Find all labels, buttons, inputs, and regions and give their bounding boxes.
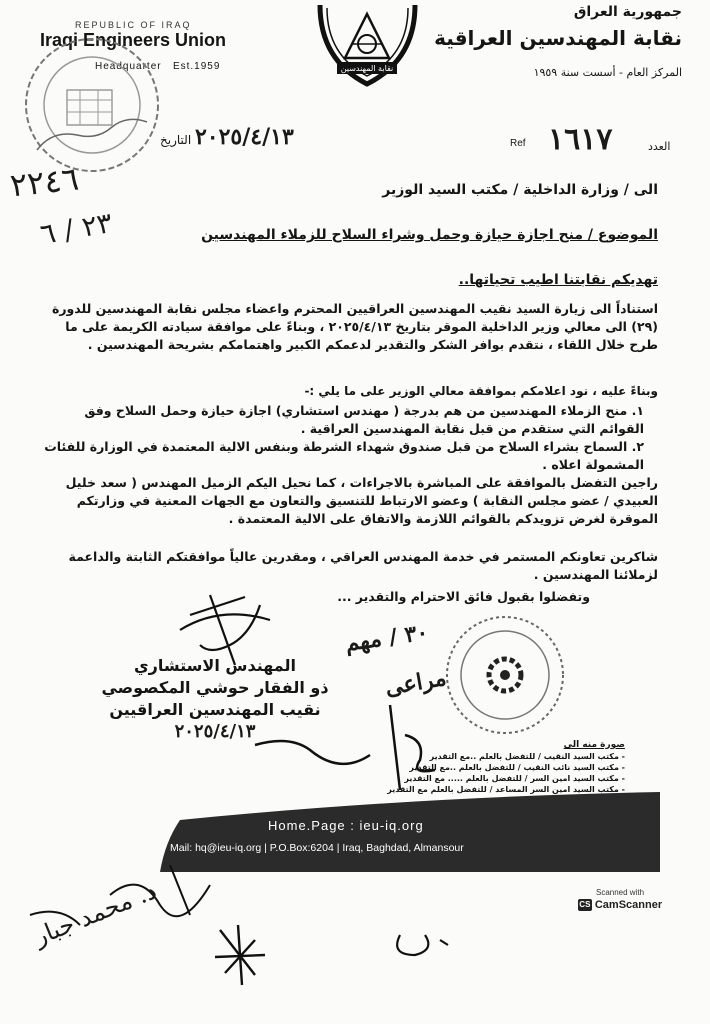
homepage-text: Home.Page : ieu-iq.org bbox=[268, 818, 424, 833]
number-label: العدد bbox=[648, 140, 671, 153]
camscanner-icon: CS bbox=[579, 900, 591, 909]
handwritten-code: ٢٢٤٦ bbox=[8, 159, 81, 205]
greeting: تهديكم نقابتنا اطيب تحياتها.. bbox=[458, 272, 658, 288]
list-item-2: ٢. السماح بشراء السلاح من قبل صندوق شهداء الشرطة وبنفس الالية المعتمدة في الوزارة للفئات المشمولة اعلاه . bbox=[44, 439, 644, 472]
bottom-signer-name: د. محمد جبار bbox=[30, 876, 161, 951]
cc-line: - مكتب السيد النقيب / للتفضل بالعلم ..مع التقدير bbox=[429, 752, 625, 761]
republic-en: REPUBLIC OF IRAQ bbox=[75, 20, 192, 30]
thanks: شاكرين تعاونكم المستمر في خدمة المهندس العراقي ، ومقدرين عالياً موافقتكم الثابتة والداعمة لزملائنا المهندسين . bbox=[68, 549, 658, 582]
paragraph-3: راجين التفضل بالموافقة على المباشرة بالاجراءات ، كما نحيل اليكم الزميل المهندس ( سعد خليل العبيدي / عضو مجلس النقابة ) وعضو الارتباط للتنسيق والتعاون مع الجهات المعنية في وزارتكم الموقرة لغرض تزويدكم بالقوائم اللازمة والاتفاق على الالية المعتمدة . bbox=[65, 475, 658, 526]
subject: الموضوع / منح اجازة حيازة وحمل وشراء السلاح للزملاء المهندسين bbox=[201, 227, 658, 243]
headquarter-ar: المركز العام - أسست سنة ١٩٥٩ bbox=[533, 66, 682, 79]
union-name-en: Iraqi Engineers Union bbox=[40, 30, 227, 50]
handwritten-note-1: ٣٠ / مهم bbox=[343, 619, 430, 657]
paragraph-2: وبناءً عليه ، نود اعلامكم بموافقة معالي الوزير على ما يلي :- bbox=[304, 384, 658, 398]
recipient: الى / وزارة الداخلية / مكتب السيد الوزير bbox=[382, 182, 658, 198]
closing: وتفضلوا بقبول فائق الاحترام والتقدير ... bbox=[337, 589, 590, 604]
republic-ar: جمهورية العراق bbox=[573, 4, 682, 20]
paragraph-1: استناداً الى زيارة السيد نقيب المهندسين العراقيين المحترم واعضاء مجلس نقابة المهندسين للدورة (٢٩) الى معالي وزير الداخلية الموقر بتاريخ ٢٠٢٥/٤/١٣ ، وبناءً على موافقة سيادته الكريمة على ما طرح خلال اللقاء ، نتقدم بوافر الشكر والتقدير لدعمكم الكبير واهتمامكم بشريحة المهندسين . bbox=[51, 301, 658, 352]
contact-text: Mail: hq@ieu-iq.org | P.O.Box:6204 | Iraq, Baghdad, Almansour bbox=[170, 842, 464, 854]
letter-number: ١٦١٧ bbox=[548, 122, 613, 157]
cc-line: - مكتب السيد نائب النقيب / للتفضل بالعلم ..مع التقدير bbox=[409, 763, 625, 772]
signed-date: ٢٠٢٥/٤/١٣ bbox=[174, 721, 256, 742]
headquarter-en: Headquarter Est.1959 bbox=[95, 61, 221, 72]
bottom-handwriting bbox=[20, 865, 680, 1015]
signer-title: المهندس الاستشاري bbox=[133, 656, 297, 675]
cc-heading: صورة منه الى bbox=[563, 740, 625, 750]
date-field: ٢٠٢٥/٤/١٣ التاريخ bbox=[160, 124, 294, 150]
signer-role: نقيب المهندسين العراقيين bbox=[109, 700, 321, 719]
cc-line: - مكتب السيد امين السر / للتفضل بالعلم ..... مع التقدير bbox=[404, 774, 625, 783]
list-item-1: ١. منح الزملاء المهندسين من هم بدرجة ( مهندس استشاري) اجازة حيازة وحمل السلاح وفق القوائم التي ستقدم من قبل نقابة المهندسين العراقية . bbox=[84, 403, 644, 436]
camscanner-label: CamScanner bbox=[594, 899, 663, 911]
arabic-letterhead bbox=[412, 4, 682, 79]
official-seal bbox=[440, 610, 570, 740]
cc-line: - مكتب السيد امين السر المساعد / للتفضل بالعلم مع التقدير bbox=[387, 785, 625, 794]
office-stamp bbox=[12, 30, 172, 180]
signer-name: ذو الفقار حوشي المكصوصي bbox=[101, 678, 329, 697]
union-name-ar: نقابة المهندسين العراقية bbox=[434, 26, 682, 50]
scanned-with-label: Scanned with bbox=[595, 888, 645, 897]
handwritten-signature bbox=[150, 585, 310, 675]
handwritten-note-2: مراعى bbox=[383, 664, 449, 702]
ref-label: Ref bbox=[510, 138, 526, 149]
svg-text:نقابة المهندسين: نقابة المهندسين bbox=[340, 64, 394, 73]
union-logo bbox=[315, 0, 420, 88]
handwritten-fraction: ٢٣ / ٦ bbox=[37, 205, 115, 252]
